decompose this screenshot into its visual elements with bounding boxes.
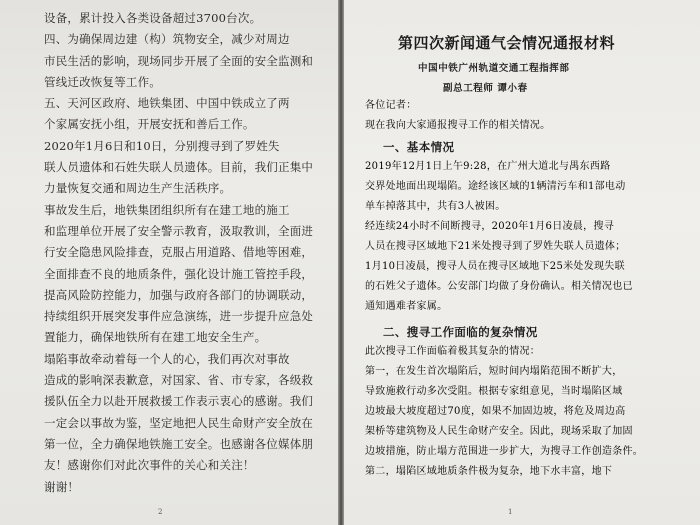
left-page-text-line: 市民生活的影响，现场同步开展了全面的安全监测和	[44, 53, 314, 68]
left-page-text-line: 事故发生后，地铁集团组织所有在建工地的施工	[44, 202, 290, 217]
intro-text: 现在我向大家通报搜寻工作的相关情况。	[365, 120, 551, 131]
section-1-body	[365, 157, 695, 317]
section-1-text-line: 通知遇难者家属。	[365, 301, 448, 312]
section-2-text-line: 导致施救行动多次受阻。根据专家组意见，当时塌陷区域	[365, 386, 623, 397]
section-2-text-line: 边坡措施，防止塌方范围进一步扩大，为搜寻工作创造条件。	[365, 446, 644, 457]
left-page-number: 2	[158, 508, 163, 516]
section-2-text-line: 此次搜寻工作面临着极其复杂的情况：	[365, 346, 541, 357]
left-page-text-line: 第一位，全力确保地铁施工安全。也感谢各位媒体朋	[44, 436, 314, 451]
subtitle-organization: 中国中铁广州轨道交通工程指挥部	[418, 63, 570, 74]
left-page-text-line: 和监理单位开展了安全警示教育，汲取教训，全面进	[44, 223, 314, 238]
left-page-text-line: 联人员遗体和石姓失联人员遗体。目前，我们正集中	[44, 160, 314, 175]
left-page-text-line: 造成的影响深表歉意，对国家、省、市专家，各级救	[44, 373, 314, 388]
left-page-text-line: 行安全隐患风险排查，克服占用道路、借地等困难，	[44, 245, 314, 260]
left-page-text-line: 全面排查不良的地质条件，强化设计施工管控手段，	[44, 266, 314, 281]
greeting-block	[365, 96, 695, 136]
left-page-text-line: 个家属安抚小组，开展安抚和善后工作。	[44, 117, 255, 132]
section-1-heading: 一、基本情况	[383, 140, 455, 154]
left-page	[0, 0, 338, 525]
left-page-text-line: 2020年1月6日和10日，分别搜寻到了罗姓失	[44, 138, 280, 153]
left-page-text-line: 置能力，确保地铁所有在建工地安全生产。	[44, 330, 267, 345]
left-page-text-line: 四、为确保周边建（构）筑物安全，减少对周边	[44, 32, 290, 47]
greeting-text: 各位记者：	[365, 100, 417, 111]
section-1-text-line: 单车掉落其中，共有3人被困。	[365, 201, 506, 212]
left-page-text-line: 设备，累计投入各类设备超过3700台次。	[44, 11, 262, 25]
section-2-text-line: 架桥等建筑物及人民生命财产安全。因此，现场采取了加固	[365, 426, 633, 437]
section-1-text-line: 交界处地面出现塌陷。途经该区域的1辆清污车和1部电动	[365, 181, 626, 192]
left-page-text-line: 提高风险防控能力，加强与政府各部门的协调联动，	[44, 287, 314, 302]
left-page-text-line: 友！感谢你们对此次事件的关心和关注！	[44, 458, 255, 473]
left-page-text-line: 一定会以事故为鉴，坚定地把人民生命财产安全放在	[44, 415, 314, 430]
left-page-text-line: 力量恢复交通和周边生产生活秩序。	[44, 181, 232, 196]
left-page-text-line: 谢谢！	[44, 479, 80, 494]
section-2-text-line: 第一，在发生首次塌陷后，短时间内塌陷范围不断扩大，	[365, 366, 623, 377]
section-1-text-line: 人员在搜寻区域地下21米处搜寻到了罗姓失联人员遗体；	[365, 241, 626, 252]
section-1-text-line: 2019年12月1日上午9:28，在广州大道北与禺东西路	[365, 161, 611, 172]
section-1-text-line: 经连续24小时不间断搜寻，2020年1月6日凌晨，搜寻	[365, 221, 614, 232]
section-1-text-line: 的石姓父子遗体。公安部门均做了身份确认。相关情况也已	[365, 281, 633, 292]
left-page-text-line: 管线迁改恢复等工作。	[44, 74, 161, 89]
left-page-text-line: 塌陷事故牵动着每一个人的心，我们再次对事故	[44, 351, 290, 366]
left-page-text-line: 五、天河区政府、地铁集团、中国中铁成立了两	[44, 96, 290, 111]
section-2-body	[365, 342, 695, 482]
section-2-text-line: 边坡最大坡度超过70度，如果不加固边坡，将危及周边高	[365, 406, 626, 417]
subtitle-speaker: 副总工程师 谭小春	[443, 83, 528, 94]
left-page-text-line: 援队伍全力以赴开展救援工作表示衷心的感谢。我们	[44, 394, 314, 409]
left-page-body	[44, 8, 334, 498]
section-2-text-line: 第二，塌陷区域地质条件极为复杂，地下水丰富，地下	[365, 466, 613, 477]
left-page-text-line: 持续组织开展突发事件应急演练，进一步提升应急处	[44, 309, 314, 324]
section-1-text-line: 1月10日凌晨，搜寻人员在搜寻区域地下25米处发现失联	[365, 261, 625, 272]
right-page-number: 1	[508, 508, 513, 516]
section-2-heading: 二、搜寻工作面临的复杂情况	[383, 325, 538, 339]
document-title: 第四次新闻通气会情况通报材料	[398, 34, 616, 52]
